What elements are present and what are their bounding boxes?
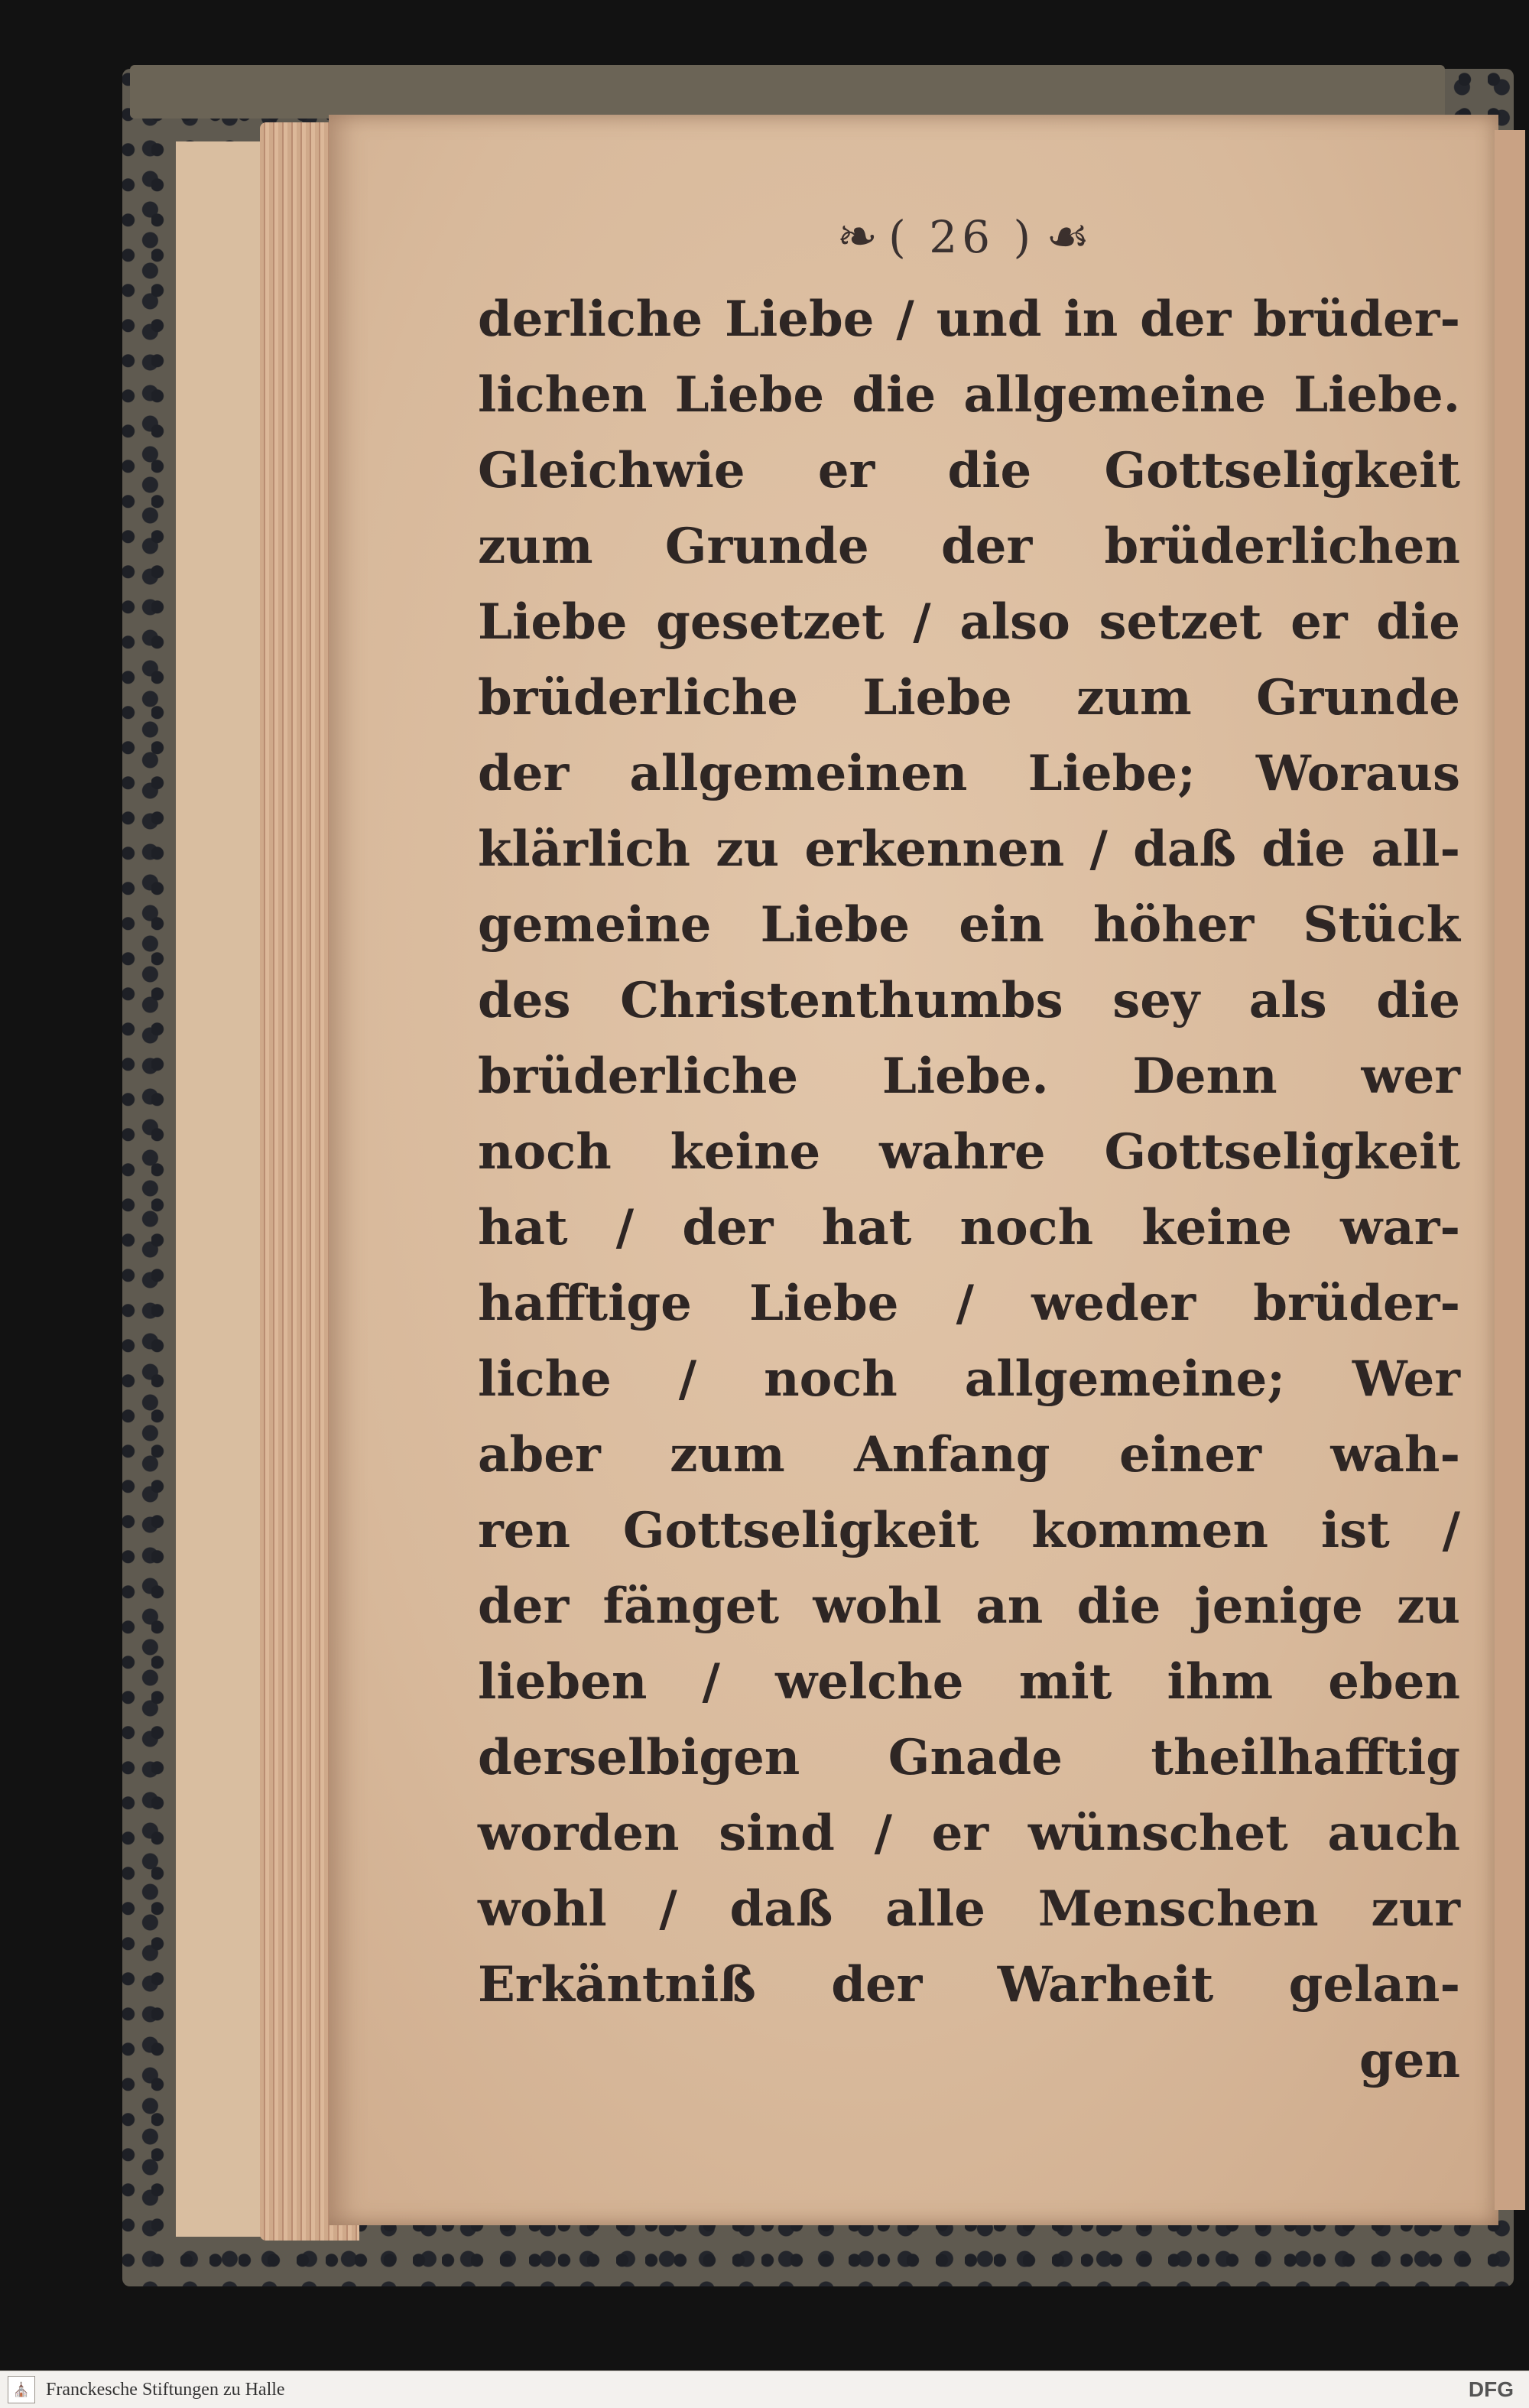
ornament-right-icon: ☙ — [1046, 209, 1090, 265]
institution-name[interactable]: Franckesche Stiftungen zu Halle — [46, 2379, 285, 2400]
text-line: derliche Liebe / und in der brüder- — [478, 291, 1460, 348]
text-line: derselbigen Gnade theilhafftig — [478, 1729, 1460, 1786]
text-line: gemeine Liebe ein höher Stück — [478, 896, 1460, 954]
text-line: Erkäntniß der Warheit gelan- — [478, 1956, 1460, 2013]
text-line: zum Grunde der brüderlichen — [478, 518, 1460, 575]
text-line: worden sind / er wünschet auch — [478, 1805, 1460, 1862]
text-line: brüderliche Liebe zum Grunde — [478, 669, 1460, 726]
book-cover-top-edge — [130, 65, 1445, 119]
text-line: der allgemeinen Liebe; Woraus — [478, 745, 1460, 802]
text-line: lichen Liebe die allgemeine Liebe. — [478, 366, 1460, 424]
text-line: noch keine wahre Gottseligkeit — [478, 1123, 1460, 1181]
page-number: ( 26 ) — [888, 211, 1036, 263]
endpaper — [176, 141, 268, 2237]
text-line: hat / der hat noch keine war- — [478, 1199, 1460, 1256]
text-line: klärlich zu erkennen / daß die all- — [478, 821, 1460, 878]
page-right-edge — [1495, 130, 1525, 2210]
text-line: brüderliche Liebe. Denn wer — [478, 1048, 1460, 1105]
text-line: wohl / daß alle Menschen zur — [478, 1880, 1460, 1938]
text-line: hafftige Liebe / weder brüder- — [478, 1275, 1460, 1332]
page-header — [749, 199, 1177, 275]
text-line: ren Gottseligkeit kommen ist / — [478, 1502, 1460, 1559]
text-line: lieben / welche mit ihm eben — [478, 1653, 1460, 1711]
institution-logo-icon[interactable]: ⛪ — [8, 2376, 35, 2403]
catchword: gen — [1359, 2032, 1460, 2089]
text-line: Gleichwie er die Gottseligkeit — [478, 442, 1460, 499]
ornament-left-icon: ❧ — [836, 209, 878, 265]
dfg-logo: DFG — [1468, 2377, 1514, 2401]
text-line: des Christenthumbs sey als die — [478, 972, 1460, 1029]
text-line: Liebe gesetzet / also setzet er die — [478, 593, 1460, 651]
text-line: der fänget wohl an die jenige zu — [478, 1578, 1460, 1635]
page-text — [478, 281, 1460, 2098]
text-line: liche / noch allgemeine; Wer — [478, 1350, 1460, 1408]
text-line: aber zum Anfang einer wah- — [478, 1426, 1460, 1483]
viewer-footer — [0, 2371, 1529, 2408]
